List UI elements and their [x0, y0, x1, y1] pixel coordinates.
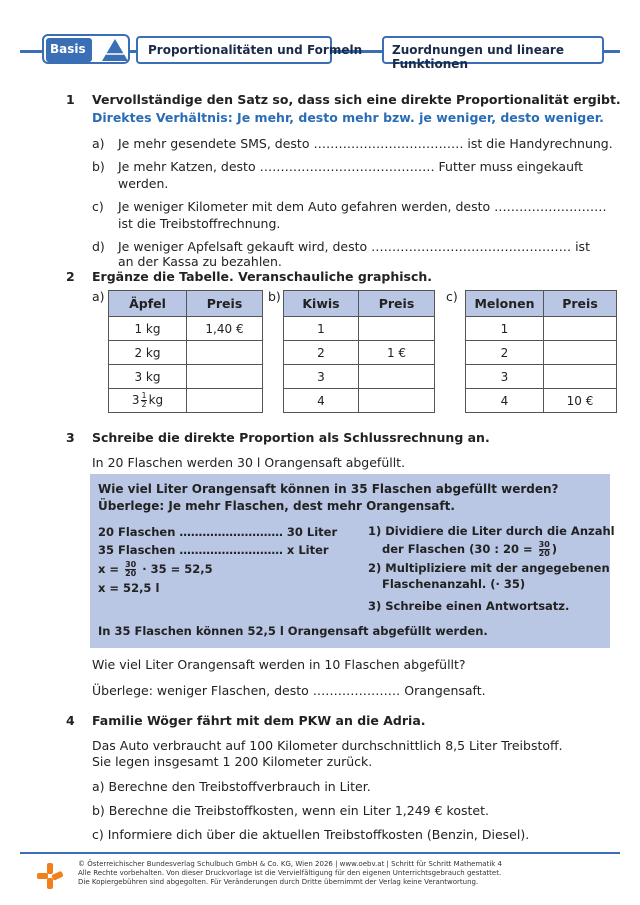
- level-badge-label: Basis: [50, 42, 86, 56]
- footer-line3: Die Kopiergebühren sind abgegolten. Für Veränderungen durch Dritte übernimmt der Verlag keine Verantwortung.: [78, 878, 479, 886]
- task1-c-text2: ist die Treibstoffrechnung.: [118, 216, 281, 231]
- table-header: Preis: [544, 291, 617, 317]
- task1-d-label: d): [92, 239, 105, 254]
- task3-question2-consider: Überlege: weniger Flaschen, desto ………………… Orangensaft.: [92, 683, 486, 698]
- frac-unit: kg: [148, 393, 164, 407]
- fraction-denominator: 2: [141, 400, 147, 409]
- table-cell: 4: [284, 389, 359, 413]
- task1-d-text2: an der Kassa zu bezahlen.: [118, 254, 282, 269]
- header-right-title: Zuordnungen und lineare Funktionen: [392, 43, 564, 71]
- table-header: Äpfel: [109, 291, 187, 317]
- table-row: [466, 317, 617, 341]
- task3-given: In 20 Flaschen werden 30 l Orangensaft abgefüllt.: [92, 455, 406, 470]
- panel-answer: In 35 Flaschen können 52,5 l Orangensaft abgefüllt werden.: [98, 624, 488, 638]
- table-cell[interactable]: [359, 365, 435, 389]
- task1-b-text2: werden.: [118, 176, 169, 191]
- table-row: [284, 317, 435, 341]
- table-cell: 2: [466, 341, 544, 365]
- step1-close: ): [551, 542, 558, 556]
- table-row: [284, 365, 435, 389]
- frac-whole: 3: [131, 393, 140, 407]
- task4-item-c: c) Informiere dich über die aktuellen Treibstoffkosten (Benzin, Diesel).: [92, 827, 530, 842]
- task1-hint: Direktes Verhältnis: Je mehr, desto mehr bzw. je weniger, desto weniger.: [92, 110, 604, 125]
- panel-question: Wie viel Liter Orangensaft können in 35 Flaschen abgefüllt werden?: [98, 482, 559, 496]
- table-cell[interactable]: [359, 389, 435, 413]
- fraction-denominator: 20: [538, 549, 550, 558]
- panel-row1: 20 Flaschen ……………………… 30 Liter: [98, 525, 338, 539]
- task1-a-label: a): [92, 136, 105, 151]
- table-row: [109, 365, 263, 389]
- table-melons: [465, 290, 617, 413]
- table-cell[interactable]: [544, 341, 617, 365]
- table-row: [466, 365, 617, 389]
- triangle-level-icon: [100, 36, 130, 64]
- task2-number: 2: [66, 269, 75, 284]
- publisher-logo-icon: [36, 862, 64, 890]
- panel-row2: 35 Flaschen ……………………… x Liter: [98, 543, 329, 557]
- table-row: [284, 341, 435, 365]
- header-left-title: Proportionalitäten und Formeln: [148, 43, 363, 57]
- task4-text1: Das Auto verbraucht auf 100 Kilometer durchschnittlich 8,5 Liter Treibstoff.: [92, 738, 563, 753]
- table-header: Kiwis: [284, 291, 359, 317]
- footer-line1: © Österreichischer Bundesverlag Schulbuch GmbH & Co. KG, Wien 2026 | www.oebv.at | Schritt für Schritt Mathematik 4: [78, 860, 503, 868]
- footer-rule: [20, 852, 620, 854]
- task3-number: 3: [66, 430, 75, 445]
- task1-instruction: Vervollständige den Satz so, dass sich eine direkte Proportionalität ergibt.: [92, 92, 621, 107]
- panel-step1-a: 1) Dividiere die Liter durch die Anzahl: [368, 524, 615, 538]
- fraction-numerator: 1: [141, 391, 147, 400]
- table-row: [109, 389, 263, 413]
- task4-item-b: b) Berechne die Treibstoffkosten, wenn ein Liter 1,249 € kostet.: [92, 803, 489, 818]
- table-c-label: c): [446, 289, 458, 304]
- table-kiwis: [283, 290, 435, 413]
- task1-a-text: Je mehr gesendete SMS, desto ……………………………… ist die Handyrechnung.: [118, 136, 613, 151]
- fraction: [125, 561, 136, 578]
- panel-step1-b: [382, 541, 557, 558]
- fraction: [141, 392, 146, 409]
- task1-d-text: Je weniger Apfelsaft gekauft wird, desto ………………………………………… ist: [118, 239, 590, 254]
- table-apples: [108, 290, 263, 413]
- step1-text: der Flaschen (30 : 20 =: [382, 542, 533, 556]
- table-header: Preis: [359, 291, 435, 317]
- panel-step2-a: 2) Multipliziere mit der angegebenen: [368, 561, 610, 575]
- table-row: [109, 341, 263, 365]
- table-cell: 1: [466, 317, 544, 341]
- table-cell: 1 kg: [109, 317, 187, 341]
- table-a-label: a): [92, 289, 105, 304]
- table-cell-fraction: [109, 389, 187, 413]
- table-row: [466, 389, 617, 413]
- panel-step3: 3) Schreibe einen Antwortsatz.: [368, 599, 570, 613]
- panel-consider: Überlege: Je mehr Flaschen, dest mehr Orangensaft.: [98, 499, 455, 513]
- panel-step2-b: Flaschenanzahl. (· 35): [382, 577, 526, 591]
- table-cell: 3: [284, 365, 359, 389]
- task1-b-label: b): [92, 159, 105, 174]
- task4-number: 4: [66, 713, 75, 728]
- fraction: [539, 541, 550, 558]
- table-header: Preis: [187, 291, 263, 317]
- fraction-denominator: 20: [125, 569, 137, 578]
- table-cell: 2 kg: [109, 341, 187, 365]
- task3-instruction: Schreibe die direkte Proportion als Schlussrechnung an.: [92, 430, 490, 445]
- fraction-numerator: 30: [538, 540, 550, 549]
- calc1-suffix: · 35 = 52,5: [142, 562, 213, 576]
- table-row: [284, 389, 435, 413]
- table-b-label: b): [268, 289, 281, 304]
- task4-item-a: a) Berechne den Treibstoffverbrauch in Liter.: [92, 779, 371, 794]
- table-cell: 2: [284, 341, 359, 365]
- task1-number: 1: [66, 92, 75, 107]
- table-row: [109, 317, 263, 341]
- table-cell[interactable]: [187, 365, 263, 389]
- table-cell[interactable]: [187, 341, 263, 365]
- table-row: [466, 341, 617, 365]
- table-cell: 10 €: [544, 389, 617, 413]
- table-cell: 4: [466, 389, 544, 413]
- table-cell[interactable]: [544, 317, 617, 341]
- task1-b-text: Je mehr Katzen, desto …………………………………… Futter muss eingekauft: [118, 159, 584, 174]
- table-cell[interactable]: [187, 389, 263, 413]
- task4-text2: Sie legen insgesamt 1 200 Kilometer zurück.: [92, 754, 373, 769]
- table-header: Melonen: [466, 291, 544, 317]
- table-cell: 1 €: [359, 341, 435, 365]
- table-cell: 3: [466, 365, 544, 389]
- calc1-prefix: x =: [98, 562, 120, 576]
- table-cell[interactable]: [544, 365, 617, 389]
- fraction-numerator: 30: [125, 560, 137, 569]
- panel-calc2: x = 52,5 l: [98, 581, 160, 595]
- table-cell: 1: [284, 317, 359, 341]
- footer-line2: Alle Rechte vorbehalten. Von dieser Druckvorlage ist die Vervielfältigung für den eigenen Unterrichtsgebrauch gestattet.: [78, 869, 502, 877]
- table-cell: 3 kg: [109, 365, 187, 389]
- task2-instruction: Ergänze die Tabelle. Veranschauliche graphisch.: [92, 269, 433, 284]
- task1-c-label: c): [92, 199, 104, 214]
- task4-instruction: Familie Wöger fährt mit dem PKW an die Adria.: [92, 713, 426, 728]
- panel-calc1: [98, 561, 213, 578]
- task1-c-text: Je weniger Kilometer mit dem Auto gefahren werden, desto ………………………: [118, 199, 607, 214]
- table-cell: 1,40 €: [187, 317, 263, 341]
- task3-question2: Wie viel Liter Orangensaft werden in 10 Flaschen abgefüllt?: [92, 657, 466, 672]
- table-cell[interactable]: [359, 317, 435, 341]
